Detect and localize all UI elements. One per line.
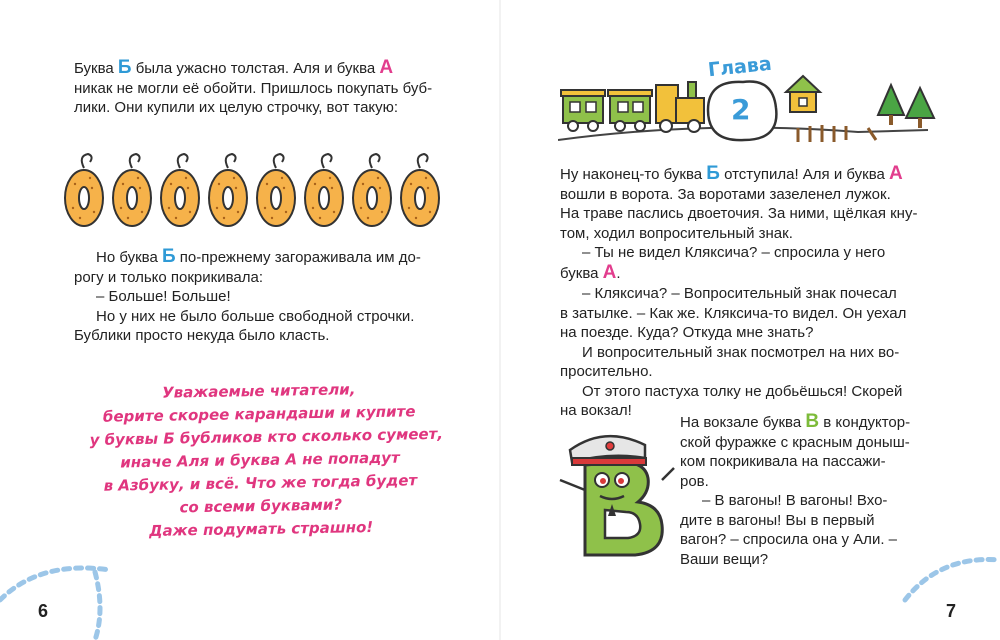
dashed-corner-decoration bbox=[0, 540, 130, 640]
text-line: ком покрикивала на пассажи- bbox=[680, 453, 886, 470]
text-run: Ну наконец-то буква bbox=[560, 166, 707, 183]
note-line: берите скорее карандаши и купите bbox=[102, 402, 416, 426]
text-line: Бублики просто некуда было класть. bbox=[74, 327, 330, 344]
dashed-corner-decoration bbox=[900, 550, 1000, 640]
text-line bbox=[680, 412, 926, 433]
right-paragraph-3 bbox=[680, 412, 926, 569]
left-paragraph-2 bbox=[74, 247, 446, 346]
text-line bbox=[74, 247, 446, 268]
note-line: в Азбуку, и всё. Что же тогда будет bbox=[103, 471, 418, 495]
house-icon bbox=[786, 76, 820, 112]
letter-b: Б bbox=[117, 57, 132, 78]
chapter-number: 2 bbox=[731, 93, 751, 126]
text-line: никак не могли её обойти. Пришлось покупать буб- bbox=[74, 79, 433, 97]
letter-v-conductor-illustration bbox=[550, 420, 690, 560]
note-line: Даже подумать страшно! bbox=[149, 518, 374, 540]
text-line: вошли в ворота. За воротами зазеленел лужок. bbox=[560, 185, 891, 203]
text-line: – Ты не видел Кляксича? – спросила у него bbox=[582, 244, 886, 261]
right-paragraph-2 bbox=[560, 284, 926, 421]
letter-a: А bbox=[889, 163, 903, 184]
note-line: у буквы Б бубликов кто сколько сумеет, bbox=[89, 424, 444, 449]
text-line: том, ходил вопросительный знак. bbox=[560, 224, 793, 242]
reader-note bbox=[89, 377, 444, 544]
text-run: На вокзале буква bbox=[680, 414, 806, 431]
text-line bbox=[560, 164, 926, 185]
bagel-icon bbox=[401, 154, 439, 226]
text-line: вагон? – спросила она у Али. – bbox=[680, 531, 897, 548]
train-icon bbox=[561, 82, 704, 132]
bagel-icon bbox=[65, 154, 103, 226]
text-line: Ваши вещи? bbox=[680, 550, 769, 568]
text-line: лики. Они купили их целую строчку, вот такую: bbox=[74, 99, 399, 116]
right-paragraph-1 bbox=[560, 164, 926, 283]
bagels-row bbox=[58, 150, 448, 230]
text-run: . bbox=[616, 264, 621, 282]
text-line: От этого пастуха толку не добьёшься! Скорей bbox=[582, 382, 903, 400]
letter-a: А bbox=[602, 261, 617, 283]
letter-b: Б bbox=[706, 163, 720, 184]
text-run: в кондуктор- bbox=[819, 414, 911, 431]
tree-icon bbox=[878, 85, 934, 128]
note-line: иначе Аля и буква А не попадут bbox=[120, 448, 400, 472]
text-line bbox=[74, 58, 446, 79]
text-line: – Кляксича? – Вопросительный знак почесал bbox=[582, 285, 897, 302]
left-paragraph-1 bbox=[74, 58, 446, 118]
bagel-icon bbox=[113, 154, 151, 226]
text-run: Но буква bbox=[96, 249, 162, 266]
letter-a: А bbox=[379, 57, 394, 78]
letter-v: В bbox=[805, 411, 820, 432]
note-line: со всеми буквами? bbox=[179, 495, 343, 517]
text-run: Буква bbox=[74, 60, 118, 77]
note-line: Уважаемые читатели, bbox=[161, 380, 356, 402]
text-line: на поезде. Куда? Откуда мне знать? bbox=[560, 324, 814, 341]
page-number: 6 bbox=[38, 601, 49, 621]
text-line: – Больше! Больше! bbox=[96, 288, 231, 305]
text-line: ров. bbox=[680, 472, 709, 490]
chapter-label: Глава bbox=[707, 52, 773, 82]
text-line: рогу и только покрикивала: bbox=[74, 268, 263, 286]
right-page bbox=[500, 0, 1000, 640]
text-line: на вокзал! bbox=[560, 402, 632, 419]
bagel-icon bbox=[305, 154, 343, 226]
text-line bbox=[560, 263, 926, 284]
text-run: отступила! Аля и буква bbox=[719, 166, 890, 183]
text-run: по-прежнему загораживала им до- bbox=[175, 249, 421, 266]
text-line: И вопросительный знак посмотрел на них во- bbox=[582, 343, 900, 361]
bagel-icon bbox=[161, 154, 199, 226]
text-run: буква bbox=[560, 264, 603, 282]
letter-b: Б bbox=[161, 246, 176, 267]
text-run: была ужасно толстая. Аля и буква bbox=[131, 60, 380, 77]
bagel-icon bbox=[257, 154, 295, 226]
text-line: Но у них не было больше свободной строчки. bbox=[96, 307, 415, 325]
page-number: 7 bbox=[945, 601, 956, 621]
bagel-icon bbox=[209, 154, 247, 226]
text-line: ской фуражке с красным доныш- bbox=[680, 433, 910, 451]
text-line: просительно. bbox=[560, 363, 653, 380]
text-line: – В вагоны! В вагоны! Вхо- bbox=[702, 492, 888, 509]
text-line: дите в вагоны! Вы в первый bbox=[680, 511, 875, 529]
text-line: в затылке. – Как же. Кляксича-то видел. Он уехал bbox=[560, 304, 907, 322]
bagel-icon bbox=[353, 154, 391, 226]
text-line: На траве паслись двоеточия. За ними, щёлкая кну- bbox=[560, 205, 918, 222]
